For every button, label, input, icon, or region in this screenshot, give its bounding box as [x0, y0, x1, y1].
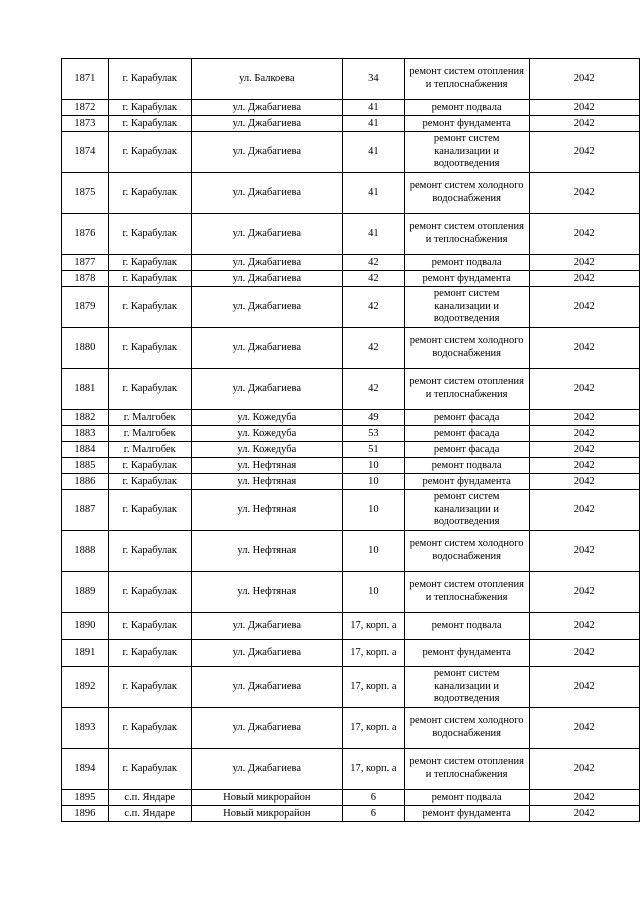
house-number-cell: 41 — [343, 214, 405, 255]
row-number-cell: 1874 — [62, 132, 109, 173]
row-number-cell: 1893 — [62, 708, 109, 749]
work-type-cell: ремонт систем канализации и водоотведения — [404, 667, 529, 708]
row-number-cell: 1881 — [62, 369, 109, 410]
table-row — [62, 474, 640, 490]
house-number-cell: 41 — [343, 132, 405, 173]
work-type-cell: ремонт подвала — [404, 100, 529, 116]
street-cell: ул. Нефтяная — [191, 490, 342, 531]
street-cell: ул. Джабагиева — [191, 271, 342, 287]
row-number-cell: 1880 — [62, 328, 109, 369]
street-cell: ул. Джабагиева — [191, 214, 342, 255]
table-row — [62, 640, 640, 667]
settlement-cell: г. Карабулак — [108, 708, 191, 749]
settlement-cell: г. Карабулак — [108, 667, 191, 708]
street-cell: ул. Джабагиева — [191, 287, 342, 328]
year-cell: 2042 — [529, 458, 640, 474]
house-number-cell: 41 — [343, 173, 405, 214]
table-body — [62, 59, 640, 822]
table-row — [62, 255, 640, 271]
year-cell: 2042 — [529, 328, 640, 369]
house-number-cell: 49 — [343, 410, 405, 426]
work-type-cell: ремонт систем холодного водоснабжения — [404, 328, 529, 369]
table-row — [62, 214, 640, 255]
work-type-cell: ремонт систем отопления и теплоснабжения — [404, 369, 529, 410]
work-type-cell: ремонт фундамента — [404, 271, 529, 287]
year-cell: 2042 — [529, 708, 640, 749]
table-row — [62, 613, 640, 640]
row-number-cell: 1892 — [62, 667, 109, 708]
settlement-cell: г. Карабулак — [108, 59, 191, 100]
work-type-cell: ремонт систем холодного водоснабжения — [404, 531, 529, 572]
year-cell: 2042 — [529, 474, 640, 490]
house-number-cell: 41 — [343, 100, 405, 116]
table-row — [62, 271, 640, 287]
table-row — [62, 100, 640, 116]
row-number-cell: 1872 — [62, 100, 109, 116]
house-number-cell: 10 — [343, 458, 405, 474]
street-cell: ул. Кожедуба — [191, 426, 342, 442]
house-number-cell: 42 — [343, 369, 405, 410]
work-type-cell: ремонт фундамента — [404, 806, 529, 822]
house-number-cell: 42 — [343, 287, 405, 328]
work-type-cell: ремонт систем канализации и водоотведения — [404, 490, 529, 531]
year-cell: 2042 — [529, 806, 640, 822]
street-cell: ул. Джабагиева — [191, 100, 342, 116]
work-type-cell: ремонт фасада — [404, 410, 529, 426]
work-type-cell: ремонт фундамента — [404, 640, 529, 667]
row-number-cell: 1889 — [62, 572, 109, 613]
house-number-cell: 17, корп. а — [343, 667, 405, 708]
settlement-cell: г. Малгобек — [108, 410, 191, 426]
row-number-cell: 1884 — [62, 442, 109, 458]
house-number-cell: 51 — [343, 442, 405, 458]
settlement-cell: г. Карабулак — [108, 173, 191, 214]
settlement-cell: с.п. Яндаре — [108, 806, 191, 822]
street-cell: ул. Кожедуба — [191, 410, 342, 426]
house-number-cell: 42 — [343, 255, 405, 271]
table-row — [62, 458, 640, 474]
settlement-cell: г. Карабулак — [108, 214, 191, 255]
house-number-cell: 10 — [343, 531, 405, 572]
year-cell: 2042 — [529, 613, 640, 640]
settlement-cell: г. Карабулак — [108, 116, 191, 132]
house-number-cell: 53 — [343, 426, 405, 442]
table-row — [62, 287, 640, 328]
year-cell: 2042 — [529, 442, 640, 458]
street-cell: ул. Кожедуба — [191, 442, 342, 458]
year-cell: 2042 — [529, 214, 640, 255]
work-type-cell: ремонт подвала — [404, 790, 529, 806]
settlement-cell: г. Карабулак — [108, 100, 191, 116]
row-number-cell: 1891 — [62, 640, 109, 667]
table-row — [62, 132, 640, 173]
settlement-cell: г. Карабулак — [108, 287, 191, 328]
work-type-cell: ремонт фундамента — [404, 116, 529, 132]
street-cell: ул. Нефтяная — [191, 458, 342, 474]
year-cell: 2042 — [529, 59, 640, 100]
street-cell: ул. Джабагиева — [191, 255, 342, 271]
row-number-cell: 1896 — [62, 806, 109, 822]
work-type-cell: ремонт подвала — [404, 613, 529, 640]
house-number-cell: 17, корп. а — [343, 749, 405, 790]
year-cell: 2042 — [529, 426, 640, 442]
year-cell: 2042 — [529, 271, 640, 287]
house-number-cell: 17, корп. а — [343, 708, 405, 749]
house-number-cell: 6 — [343, 790, 405, 806]
year-cell: 2042 — [529, 410, 640, 426]
work-type-cell: ремонт систем отопления и теплоснабжения — [404, 572, 529, 613]
settlement-cell: г. Карабулак — [108, 458, 191, 474]
table-row — [62, 806, 640, 822]
settlement-cell: г. Карабулак — [108, 369, 191, 410]
work-type-cell: ремонт систем холодного водоснабжения — [404, 708, 529, 749]
street-cell: ул. Джабагиева — [191, 328, 342, 369]
work-type-cell: ремонт подвала — [404, 458, 529, 474]
row-number-cell: 1878 — [62, 271, 109, 287]
repair-schedule-table — [61, 58, 640, 822]
year-cell: 2042 — [529, 490, 640, 531]
settlement-cell: г. Малгобек — [108, 426, 191, 442]
street-cell: ул. Джабагиева — [191, 749, 342, 790]
house-number-cell: 42 — [343, 271, 405, 287]
settlement-cell: г. Карабулак — [108, 613, 191, 640]
settlement-cell: г. Карабулак — [108, 572, 191, 613]
work-type-cell: ремонт систем канализации и водоотведения — [404, 132, 529, 173]
row-number-cell: 1895 — [62, 790, 109, 806]
row-number-cell: 1879 — [62, 287, 109, 328]
street-cell: ул. Джабагиева — [191, 116, 342, 132]
street-cell: ул. Джабагиева — [191, 708, 342, 749]
house-number-cell: 42 — [343, 328, 405, 369]
house-number-cell: 10 — [343, 572, 405, 613]
settlement-cell: г. Карабулак — [108, 490, 191, 531]
row-number-cell: 1876 — [62, 214, 109, 255]
settlement-cell: г. Малгобек — [108, 442, 191, 458]
table-row — [62, 426, 640, 442]
row-number-cell: 1885 — [62, 458, 109, 474]
work-type-cell: ремонт систем канализации и водоотведения — [404, 287, 529, 328]
year-cell: 2042 — [529, 132, 640, 173]
year-cell: 2042 — [529, 667, 640, 708]
house-number-cell: 17, корп. а — [343, 640, 405, 667]
settlement-cell: г. Карабулак — [108, 328, 191, 369]
row-number-cell: 1873 — [62, 116, 109, 132]
work-type-cell: ремонт фундамента — [404, 474, 529, 490]
table-row — [62, 442, 640, 458]
street-cell: ул. Джабагиева — [191, 667, 342, 708]
year-cell: 2042 — [529, 255, 640, 271]
table-row — [62, 572, 640, 613]
year-cell: 2042 — [529, 749, 640, 790]
row-number-cell: 1875 — [62, 173, 109, 214]
row-number-cell: 1886 — [62, 474, 109, 490]
settlement-cell: г. Карабулак — [108, 474, 191, 490]
year-cell: 2042 — [529, 100, 640, 116]
settlement-cell: г. Карабулак — [108, 640, 191, 667]
table-row — [62, 667, 640, 708]
street-cell: Новый микрорайон — [191, 790, 342, 806]
street-cell: ул. Джабагиева — [191, 613, 342, 640]
year-cell: 2042 — [529, 640, 640, 667]
table-row — [62, 173, 640, 214]
year-cell: 2042 — [529, 369, 640, 410]
table-row — [62, 369, 640, 410]
settlement-cell: г. Карабулак — [108, 132, 191, 173]
work-type-cell: ремонт фасада — [404, 442, 529, 458]
work-type-cell: ремонт подвала — [404, 255, 529, 271]
house-number-cell: 10 — [343, 490, 405, 531]
street-cell: ул. Нефтяная — [191, 474, 342, 490]
year-cell: 2042 — [529, 790, 640, 806]
work-type-cell: ремонт фасада — [404, 426, 529, 442]
table-row — [62, 328, 640, 369]
house-number-cell: 41 — [343, 116, 405, 132]
house-number-cell: 34 — [343, 59, 405, 100]
year-cell: 2042 — [529, 173, 640, 214]
table-row — [62, 490, 640, 531]
street-cell: ул. Нефтяная — [191, 572, 342, 613]
settlement-cell: г. Карабулак — [108, 749, 191, 790]
row-number-cell: 1883 — [62, 426, 109, 442]
row-number-cell: 1882 — [62, 410, 109, 426]
settlement-cell: г. Карабулак — [108, 531, 191, 572]
street-cell: ул. Джабагиева — [191, 132, 342, 173]
table-row — [62, 531, 640, 572]
street-cell: ул. Балкоева — [191, 59, 342, 100]
year-cell: 2042 — [529, 116, 640, 132]
table-row — [62, 59, 640, 100]
row-number-cell: 1888 — [62, 531, 109, 572]
work-type-cell: ремонт систем холодного водоснабжения — [404, 173, 529, 214]
table-row — [62, 410, 640, 426]
house-number-cell: 10 — [343, 474, 405, 490]
street-cell: ул. Джабагиева — [191, 369, 342, 410]
settlement-cell: г. Карабулак — [108, 271, 191, 287]
work-type-cell: ремонт систем отопления и теплоснабжения — [404, 749, 529, 790]
work-type-cell: ремонт систем отопления и теплоснабжения — [404, 59, 529, 100]
work-type-cell: ремонт систем отопления и теплоснабжения — [404, 214, 529, 255]
row-number-cell: 1890 — [62, 613, 109, 640]
year-cell: 2042 — [529, 531, 640, 572]
street-cell: Новый микрорайон — [191, 806, 342, 822]
row-number-cell: 1887 — [62, 490, 109, 531]
table-row — [62, 749, 640, 790]
row-number-cell: 1877 — [62, 255, 109, 271]
table-row — [62, 116, 640, 132]
street-cell: ул. Джабагиева — [191, 173, 342, 214]
table-row — [62, 790, 640, 806]
house-number-cell: 6 — [343, 806, 405, 822]
row-number-cell: 1871 — [62, 59, 109, 100]
street-cell: ул. Нефтяная — [191, 531, 342, 572]
table-row — [62, 708, 640, 749]
year-cell: 2042 — [529, 572, 640, 613]
street-cell: ул. Джабагиева — [191, 640, 342, 667]
row-number-cell: 1894 — [62, 749, 109, 790]
settlement-cell: г. Карабулак — [108, 255, 191, 271]
settlement-cell: с.п. Яндаре — [108, 790, 191, 806]
house-number-cell: 17, корп. а — [343, 613, 405, 640]
year-cell: 2042 — [529, 287, 640, 328]
